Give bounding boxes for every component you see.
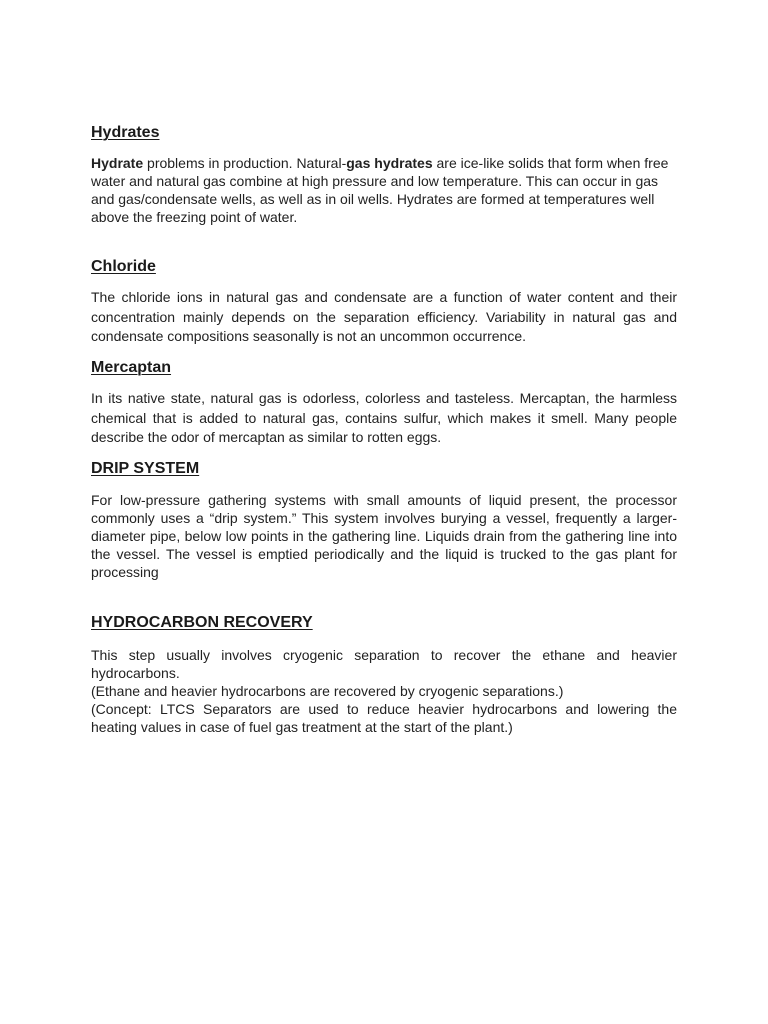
text-hydrates-1: problems in production. Natural-	[143, 155, 347, 171]
heading-chloride: Chloride	[91, 258, 156, 275]
heading-mercaptan: Mercaptan	[91, 359, 172, 376]
paragraph-hydrocarbon-recovery-3: (Concept: LTCS Separators are used to reduce heavier hydrocarbons and lowering the heating values in case of fuel gas treatment at the start of the plant.)	[91, 701, 677, 735]
section-drip-system	[91, 459, 677, 581]
paragraph-chloride: The chloride ions in natural gas and condensate are a function of water content and their concentration mainly depends on the separation efficiency. Variability in natural gas and condensate compositions seasonally is not an uncommon occurrence.	[91, 289, 677, 344]
bold-hydrate: Hydrate	[91, 155, 144, 171]
paragraph-hydrates	[91, 154, 673, 226]
section-chloride	[91, 257, 677, 347]
heading-hydrates: Hydrates	[91, 124, 160, 141]
text-hydrates-2: are ice-like solids that form when free water and natural gas combine at high pressure and low temperature. This can occur in gas and gas/condensate wells, as well as in oil wells. Hydrates are formed at temperatures well above the freezing point of water.	[91, 155, 669, 225]
section-hydrates	[91, 123, 677, 226]
heading-hydrocarbon-recovery: HYDROCARBON RECOVERY	[91, 614, 313, 631]
paragraph-hydrocarbon-recovery-2: (Ethane and heavier hydrocarbons are recovered by cryogenic separations.)	[91, 683, 564, 699]
paragraph-mercaptan: In its native state, natural gas is odorless, colorless and tasteless. Mercaptan, the harmless chemical that is added to natural gas, contains sulfur, which makes it smell. Many people describe the odor of mercaptan as similar to rotten eggs.	[91, 390, 677, 445]
section-hydrocarbon-recovery	[91, 613, 677, 736]
bold-gas-hydrates: gas hydrates	[346, 155, 433, 171]
section-mercaptan	[91, 358, 677, 448]
paragraph-hydrocarbon-recovery-1: This step usually involves cryogenic separation to recover the ethane and heavier hydrocarbons.	[91, 647, 677, 681]
paragraph-drip-system: For low-pressure gathering systems with small amounts of liquid present, the processor commonly uses a “drip system.” This system involves burying a vessel, frequently a larger-diameter pipe, below low points in the gathering line. Liquids drain from the gathering line into the vessel. The vessel is emptied periodically and the liquid is trucked to the gas plant for processing	[91, 492, 677, 580]
heading-drip-system: DRIP SYSTEM	[91, 460, 200, 477]
